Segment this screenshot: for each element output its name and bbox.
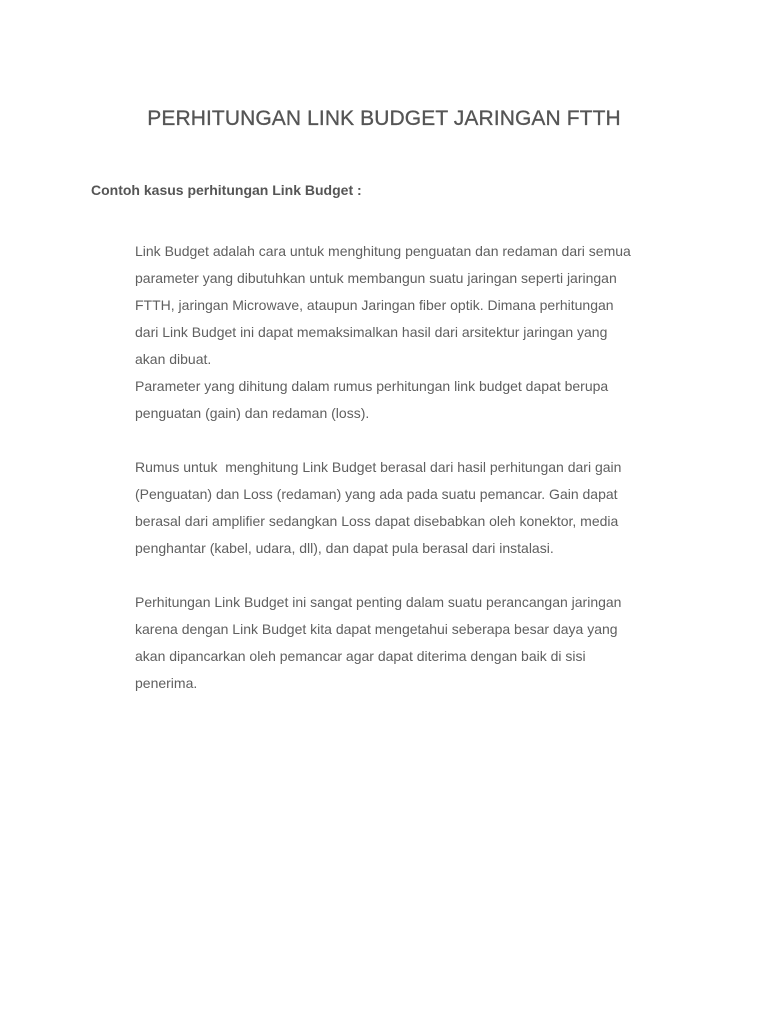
page-title: PERHITUNGAN LINK BUDGET JARINGAN FTTH [147,107,621,130]
text-line: FTTH, jaringan Microwave, ataupun Jaringan fiber optik. Dimana perhitungan [135,297,614,313]
text-line: Link Budget adalah cara untuk menghitung penguatan dan redaman dari semua [135,243,631,259]
text-line: Rumus untuk menghitung Link Budget berasal dari hasil perhitungan dari gain [135,459,622,475]
text-line: parameter yang dibutuhkan untuk membangun suatu jaringan seperti jaringan [135,270,617,286]
paragraph-spacer [135,427,695,454]
text-line: penguatan (gain) dan redaman (loss). [135,405,370,421]
text-line: Parameter yang dihitung dalam rumus perhitungan link budget dapat berupa [135,378,609,394]
text-line: akan dibuat. [135,351,212,367]
section-subtitle: Contoh kasus perhitungan Link Budget : [91,182,362,198]
paragraph-spacer [135,562,695,589]
document-body [135,238,695,697]
text-line: dari Link Budget ini dapat memaksimalkan hasil dari arsitektur jaringan yang [135,324,608,340]
text-line: karena dengan Link Budget kita dapat mengetahui seberapa besar daya yang [135,621,618,637]
paragraph-2 [135,454,695,562]
paragraph-3 [135,589,695,697]
text-line: penghantar (kabel, udara, dll), dan dapat pula berasal dari instalasi. [135,540,554,556]
text-line: Perhitungan Link Budget ini sangat penting dalam suatu perancangan jaringan [135,594,622,610]
text-line: akan dipancarkan oleh pemancar agar dapat diterima dengan baik di sisi [135,648,586,664]
text-line: penerima. [135,675,198,691]
paragraph-1 [135,238,695,427]
text-line: (Penguatan) dan Loss (redaman) yang ada pada suatu pemancar. Gain dapat [135,486,618,502]
text-line: berasal dari amplifier sedangkan Loss dapat disebabkan oleh konektor, media [135,513,619,529]
